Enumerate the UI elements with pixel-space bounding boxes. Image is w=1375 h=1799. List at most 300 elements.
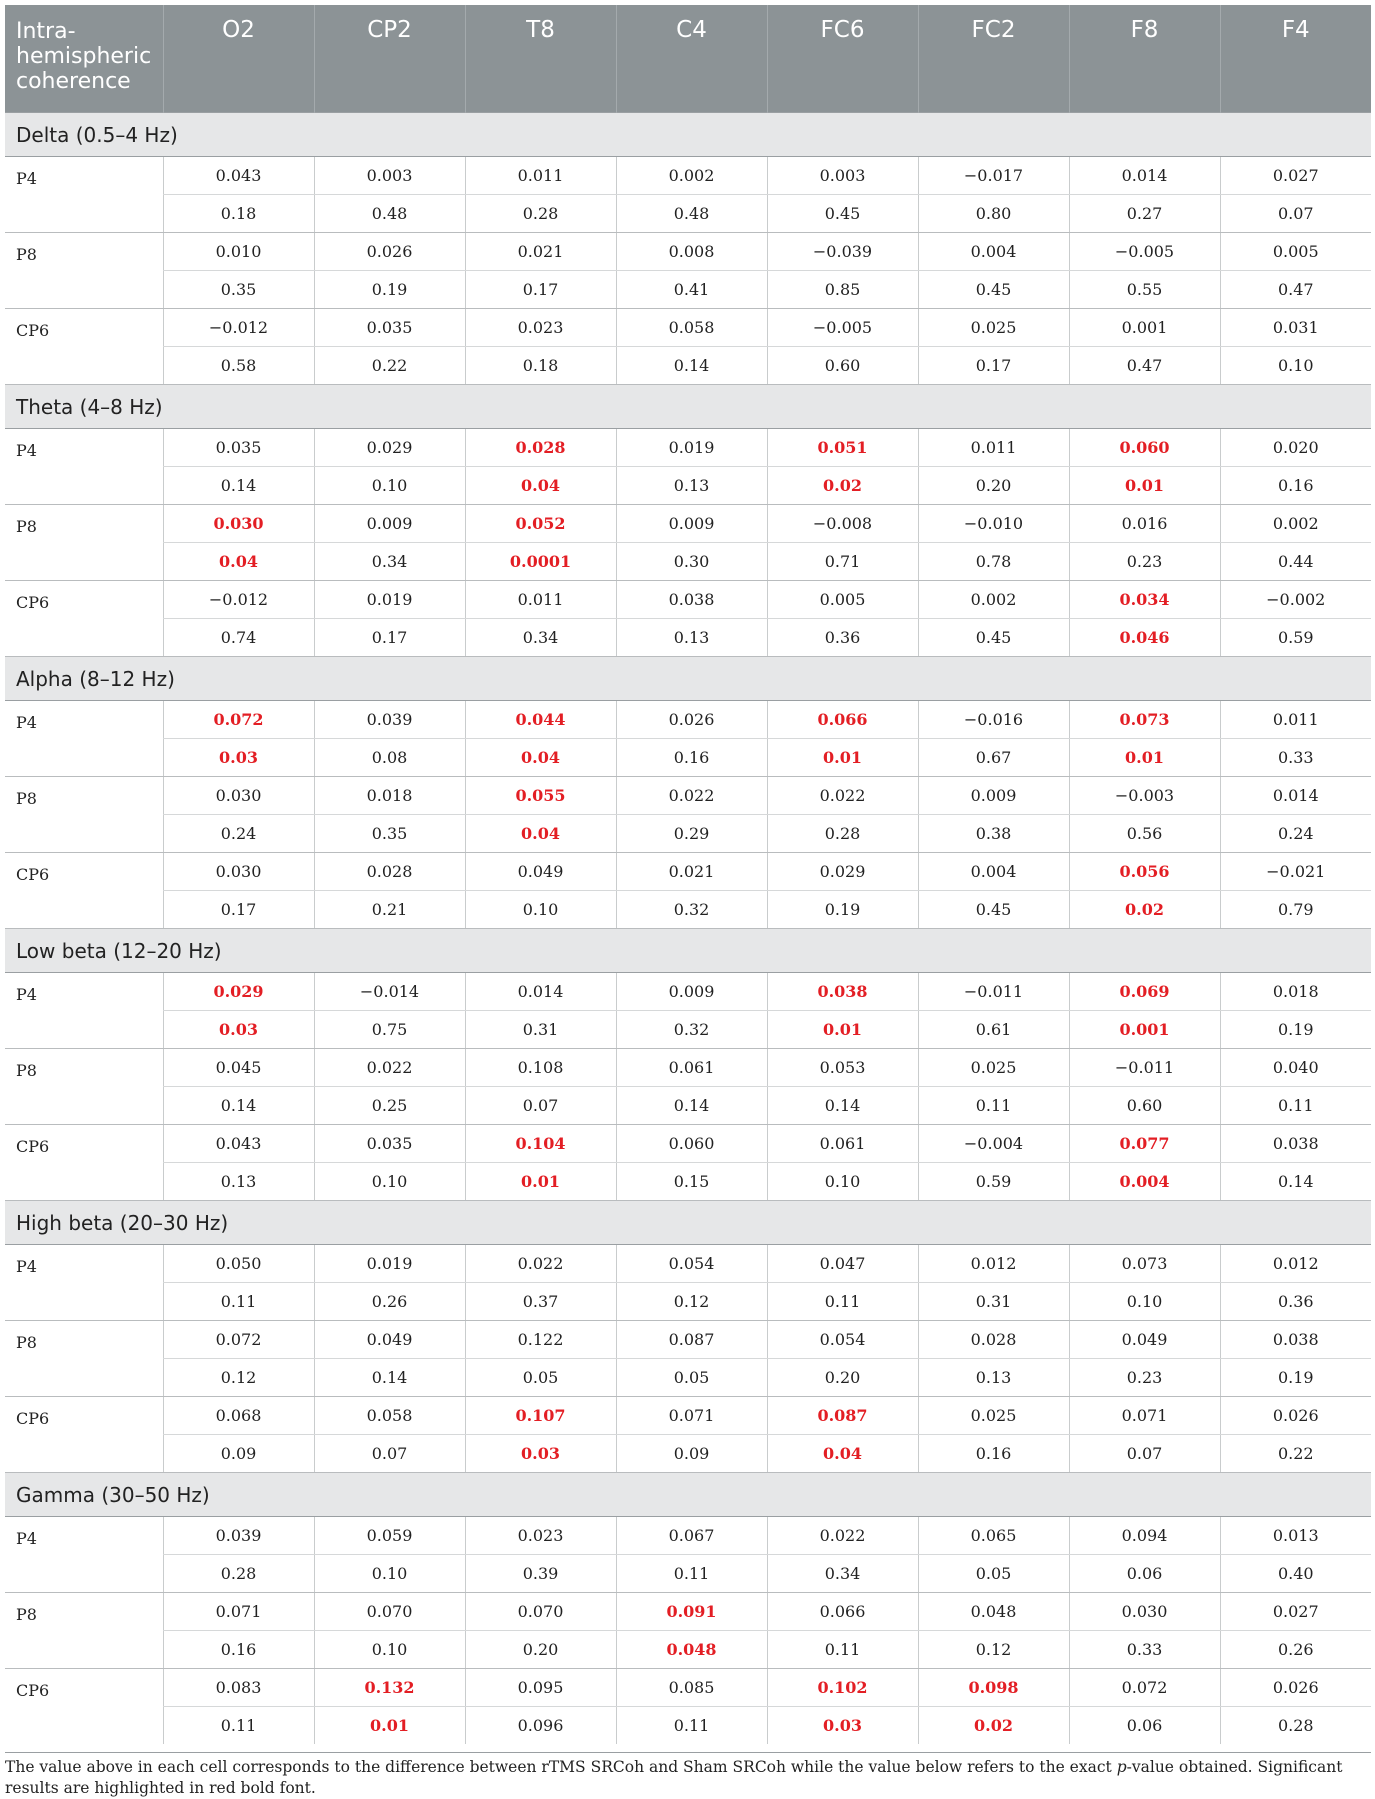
p-value: 0.36 [767,619,918,657]
p-value: 0.41 [616,271,767,309]
difference-value: 0.070 [465,1593,616,1631]
difference-value: 0.011 [1220,701,1371,739]
difference-value: 0.003 [314,157,465,195]
p-value: 0.03 [767,1707,918,1745]
p-value: 0.11 [767,1631,918,1669]
difference-value: 0.023 [465,309,616,347]
difference-value: 0.048 [918,1593,1069,1631]
table-row [5,1087,1371,1125]
difference-value: 0.069 [1069,973,1220,1011]
electrode-label: P4 [5,1245,163,1321]
p-value: 0.10 [767,1163,918,1201]
difference-value: 0.019 [314,581,465,619]
p-value: 0.20 [767,1359,918,1397]
electrode-label: P4 [5,701,163,777]
p-value: 0.04 [465,467,616,505]
table-row [5,233,1371,271]
p-value: 0.07 [465,1087,616,1125]
table-row [5,429,1371,467]
p-value: 0.16 [918,1435,1069,1473]
electrode-label: P8 [5,1321,163,1397]
difference-value: 0.061 [616,1049,767,1087]
p-value: 0.01 [767,1011,918,1049]
p-value: 0.01 [1069,739,1220,777]
difference-value: 0.122 [465,1321,616,1359]
difference-value: 0.018 [1220,973,1371,1011]
table-row [5,891,1371,929]
p-value: 0.17 [163,891,314,929]
difference-value: 0.022 [465,1245,616,1283]
row-label-header: Intra-hemispheric coherence [5,5,163,113]
difference-value: 0.030 [163,505,314,543]
p-value: 0.11 [616,1707,767,1745]
band-label: Theta (4–8 Hz) [5,385,1371,429]
p-value: 0.0001 [465,543,616,581]
p-value: 0.80 [918,195,1069,233]
p-value: 0.11 [918,1087,1069,1125]
p-value: 0.01 [1069,467,1220,505]
p-value: 0.55 [1069,271,1220,309]
difference-value: 0.021 [465,233,616,271]
p-value: 0.04 [163,543,314,581]
table-row [5,543,1371,581]
table-row [5,271,1371,309]
difference-value: −0.039 [767,233,918,271]
difference-value: 0.049 [1069,1321,1220,1359]
p-value: 0.13 [918,1359,1069,1397]
difference-value: 0.027 [1220,1593,1371,1631]
difference-value: 0.059 [314,1517,465,1555]
p-value: 0.78 [918,543,1069,581]
table-row [5,853,1371,891]
difference-value: 0.066 [767,701,918,739]
band-row [5,657,1371,701]
p-value: 0.10 [314,467,465,505]
difference-value: 0.011 [465,157,616,195]
header-row [5,5,1371,113]
difference-value: 0.108 [465,1049,616,1087]
p-value: 0.35 [314,815,465,853]
p-value: 0.18 [163,195,314,233]
p-value: 0.14 [163,1087,314,1125]
difference-value: 0.018 [314,777,465,815]
electrode-label: P4 [5,1517,163,1593]
difference-value: −0.008 [767,505,918,543]
difference-value: 0.020 [1220,429,1371,467]
difference-value: 0.027 [1220,157,1371,195]
difference-value: 0.056 [1069,853,1220,891]
difference-value: 0.034 [1069,581,1220,619]
band-label: Delta (0.5–4 Hz) [5,113,1371,157]
difference-value: 0.038 [767,973,918,1011]
difference-value: 0.022 [314,1049,465,1087]
table-row [5,619,1371,657]
p-value: 0.39 [465,1555,616,1593]
column-header-t8: T8 [465,5,616,113]
p-value: 0.16 [1220,467,1371,505]
table-row [5,505,1371,543]
difference-value: 0.038 [1220,1125,1371,1163]
p-value: 0.26 [1220,1631,1371,1669]
p-value: 0.45 [918,891,1069,929]
difference-value: 0.030 [1069,1593,1220,1631]
p-value: 0.16 [616,739,767,777]
p-value: 0.21 [314,891,465,929]
p-value: 0.31 [918,1283,1069,1321]
difference-value: −0.004 [918,1125,1069,1163]
difference-value: −0.005 [767,309,918,347]
difference-value: 0.061 [767,1125,918,1163]
difference-value: 0.072 [1069,1669,1220,1707]
difference-value: 0.043 [163,157,314,195]
difference-value: 0.022 [767,1517,918,1555]
difference-value: 0.002 [918,581,1069,619]
difference-value: 0.035 [314,309,465,347]
difference-value: 0.050 [163,1245,314,1283]
table-row [5,1593,1371,1631]
electrode-label: CP6 [5,309,163,385]
difference-value: −0.011 [918,973,1069,1011]
p-value: 0.20 [918,467,1069,505]
difference-value: 0.013 [1220,1517,1371,1555]
difference-value: 0.035 [163,429,314,467]
p-value: 0.19 [1220,1011,1371,1049]
difference-value: 0.073 [1069,701,1220,739]
table-row [5,1049,1371,1087]
p-value: 0.34 [465,619,616,657]
p-value: 0.001 [1069,1011,1220,1049]
p-value: 0.23 [1069,1359,1220,1397]
p-value: 0.07 [314,1435,465,1473]
p-value: 0.45 [918,271,1069,309]
difference-value: 0.009 [616,505,767,543]
difference-value: 0.104 [465,1125,616,1163]
table-row [5,1011,1371,1049]
table-row [5,1397,1371,1435]
p-value: 0.59 [918,1163,1069,1201]
p-value: 0.31 [465,1011,616,1049]
difference-value: 0.054 [616,1245,767,1283]
p-value: 0.04 [767,1435,918,1473]
difference-value: 0.071 [616,1397,767,1435]
table-row [5,1707,1371,1745]
difference-value: 0.085 [616,1669,767,1707]
p-value: 0.01 [767,739,918,777]
p-value: 0.12 [918,1631,1069,1669]
p-value: 0.19 [314,271,465,309]
p-value: 0.17 [465,271,616,309]
difference-value: 0.021 [616,853,767,891]
electrode-label: P4 [5,157,163,233]
p-value: 0.32 [616,1011,767,1049]
difference-value: 0.029 [767,853,918,891]
p-value: 0.59 [1220,619,1371,657]
column-header-c4: C4 [616,5,767,113]
difference-value: 0.014 [465,973,616,1011]
p-value: 0.046 [1069,619,1220,657]
difference-value: −0.021 [1220,853,1371,891]
p-value: 0.08 [314,739,465,777]
band-label: Low beta (12–20 Hz) [5,929,1371,973]
p-value: 0.32 [616,891,767,929]
table-row [5,973,1371,1011]
difference-value: 0.095 [465,1669,616,1707]
band-row [5,1473,1371,1517]
column-header-f8: F8 [1069,5,1220,113]
difference-value: 0.039 [314,701,465,739]
p-value: 0.096 [465,1707,616,1745]
table-row [5,157,1371,195]
p-value: 0.45 [918,619,1069,657]
p-value: 0.11 [163,1283,314,1321]
p-value: 0.01 [314,1707,465,1745]
difference-value: 0.011 [465,581,616,619]
difference-value: 0.043 [163,1125,314,1163]
p-value: 0.58 [163,347,314,385]
difference-value: 0.132 [314,1669,465,1707]
difference-value: 0.094 [1069,1517,1220,1555]
p-value: 0.06 [1069,1707,1220,1745]
p-value: 0.13 [163,1163,314,1201]
band-row [5,929,1371,973]
difference-value: 0.019 [616,429,767,467]
p-value: 0.24 [1220,815,1371,853]
difference-value: 0.001 [1069,309,1220,347]
p-value: 0.18 [465,347,616,385]
p-value: 0.79 [1220,891,1371,929]
p-value: 0.10 [314,1631,465,1669]
p-value: 0.28 [767,815,918,853]
difference-value: 0.008 [616,233,767,271]
difference-value: 0.058 [314,1397,465,1435]
p-value: 0.85 [767,271,918,309]
difference-value: 0.014 [1220,777,1371,815]
p-value: 0.048 [616,1631,767,1669]
p-value: 0.01 [465,1163,616,1201]
table-row [5,195,1371,233]
p-value: 0.15 [616,1163,767,1201]
p-value: 0.28 [1220,1707,1371,1745]
p-value: 0.02 [767,467,918,505]
difference-value: 0.091 [616,1593,767,1631]
footnote-text-end: -value obtained. Significant results are highlighted in red bold font. [5,1758,1343,1797]
table-row [5,1283,1371,1321]
difference-value: 0.058 [616,309,767,347]
p-value: 0.34 [314,543,465,581]
difference-value: 0.035 [314,1125,465,1163]
p-value: 0.47 [1220,271,1371,309]
band-row [5,113,1371,157]
difference-value: 0.087 [767,1397,918,1435]
p-value: 0.22 [314,347,465,385]
difference-value: 0.030 [163,777,314,815]
column-header-o2: O2 [163,5,314,113]
table-row [5,581,1371,619]
electrode-label: P4 [5,429,163,505]
difference-value: 0.060 [616,1125,767,1163]
p-value: 0.04 [465,815,616,853]
p-value: 0.09 [163,1435,314,1473]
table-row [5,1125,1371,1163]
difference-value: 0.073 [1069,1245,1220,1283]
difference-value: 0.070 [314,1593,465,1631]
difference-value: 0.039 [163,1517,314,1555]
difference-value: 0.040 [1220,1049,1371,1087]
electrode-label: CP6 [5,1125,163,1201]
p-value: 0.13 [616,619,767,657]
difference-value: 0.004 [918,233,1069,271]
p-value: 0.34 [767,1555,918,1593]
p-value: 0.03 [163,739,314,777]
p-value: 0.07 [1220,195,1371,233]
difference-value: 0.025 [918,1397,1069,1435]
difference-value: 0.071 [163,1593,314,1631]
band-row [5,1201,1371,1245]
p-value: 0.48 [616,195,767,233]
p-value: 0.44 [1220,543,1371,581]
table-footnote [5,1752,1371,1799]
p-value: 0.16 [163,1631,314,1669]
difference-value: 0.083 [163,1669,314,1707]
p-value: 0.33 [1069,1631,1220,1669]
table-row [5,1359,1371,1397]
difference-value: 0.060 [1069,429,1220,467]
column-header-cp2: CP2 [314,5,465,113]
difference-value: 0.026 [1220,1397,1371,1435]
p-value: 0.22 [1220,1435,1371,1473]
table-row [5,309,1371,347]
table-row [5,1245,1371,1283]
p-value: 0.09 [616,1435,767,1473]
difference-value: 0.098 [918,1669,1069,1707]
difference-value: 0.072 [163,701,314,739]
table-row [5,1555,1371,1593]
difference-value: 0.010 [163,233,314,271]
coherence-table-container [5,5,1371,1744]
p-value: 0.10 [314,1163,465,1201]
difference-value: 0.077 [1069,1125,1220,1163]
difference-value: 0.023 [465,1517,616,1555]
table-row [5,467,1371,505]
p-value: 0.26 [314,1283,465,1321]
p-value: 0.11 [1220,1087,1371,1125]
p-value: 0.48 [314,195,465,233]
band-label: High beta (20–30 Hz) [5,1201,1371,1245]
table-row [5,347,1371,385]
electrode-label: CP6 [5,581,163,657]
p-value: 0.37 [465,1283,616,1321]
difference-value: 0.053 [767,1049,918,1087]
difference-value: 0.005 [767,581,918,619]
electrode-label: P8 [5,505,163,581]
difference-value: 0.022 [616,777,767,815]
difference-value: 0.022 [767,777,918,815]
difference-value: 0.011 [918,429,1069,467]
band-label: Alpha (8–12 Hz) [5,657,1371,701]
difference-value: −0.017 [918,157,1069,195]
p-value: 0.06 [1069,1555,1220,1593]
p-value: 0.19 [767,891,918,929]
p-value: 0.33 [1220,739,1371,777]
difference-value: 0.045 [163,1049,314,1087]
difference-value: 0.107 [465,1397,616,1435]
difference-value: 0.025 [918,1049,1069,1087]
p-value: 0.20 [465,1631,616,1669]
p-value: 0.27 [1069,195,1220,233]
coherence-table [5,5,1371,1744]
p-value: 0.14 [314,1359,465,1397]
table-row [5,1321,1371,1359]
p-value: 0.60 [767,347,918,385]
electrode-label: P8 [5,1593,163,1669]
difference-value: 0.044 [465,701,616,739]
p-value: 0.14 [767,1087,918,1125]
difference-value: 0.025 [918,309,1069,347]
table-row [5,777,1371,815]
difference-value: 0.047 [767,1245,918,1283]
difference-value: 0.102 [767,1669,918,1707]
difference-value: −0.010 [918,505,1069,543]
difference-value: −0.014 [314,973,465,1011]
difference-value: 0.009 [616,973,767,1011]
p-value: 0.03 [163,1011,314,1049]
p-value: 0.29 [616,815,767,853]
difference-value: 0.067 [616,1517,767,1555]
difference-value: 0.019 [314,1245,465,1283]
difference-value: −0.002 [1220,581,1371,619]
difference-value: 0.038 [616,581,767,619]
column-header-f4: F4 [1220,5,1371,113]
p-value: 0.14 [163,467,314,505]
p-value: 0.17 [918,347,1069,385]
table-row [5,815,1371,853]
difference-value: 0.028 [314,853,465,891]
electrode-label: P4 [5,973,163,1049]
p-value: 0.36 [1220,1283,1371,1321]
difference-value: 0.026 [616,701,767,739]
difference-value: 0.038 [1220,1321,1371,1359]
difference-value: 0.012 [1220,1245,1371,1283]
difference-value: 0.003 [767,157,918,195]
p-value: 0.38 [918,815,1069,853]
footnote-text: The value above in each cell corresponds to the difference between rTMS SRCoh and Sham SRCoh while the value below refers to the exact [5,1758,1117,1776]
p-value: 0.45 [767,195,918,233]
difference-value: 0.055 [465,777,616,815]
p-value: 0.14 [616,347,767,385]
difference-value: 0.071 [1069,1397,1220,1435]
difference-value: 0.066 [767,1593,918,1631]
p-value: 0.11 [163,1707,314,1745]
difference-value: 0.009 [314,505,465,543]
electrode-label: CP6 [16,1681,50,1700]
column-header-fc2: FC2 [918,5,1069,113]
difference-value: 0.052 [465,505,616,543]
difference-value: 0.054 [767,1321,918,1359]
electrode-label: P8 [5,777,163,853]
p-value: 0.67 [918,739,1069,777]
difference-value: 0.049 [314,1321,465,1359]
p-value: 0.35 [163,271,314,309]
difference-value: 0.087 [616,1321,767,1359]
difference-value: 0.068 [163,1397,314,1435]
p-value: 0.04 [465,739,616,777]
p-value: 0.28 [465,195,616,233]
p-value: 0.30 [616,543,767,581]
table-row [5,739,1371,777]
difference-value: 0.012 [918,1245,1069,1283]
difference-value: 0.029 [163,973,314,1011]
band-label: Gamma (30–50 Hz) [5,1473,1371,1517]
